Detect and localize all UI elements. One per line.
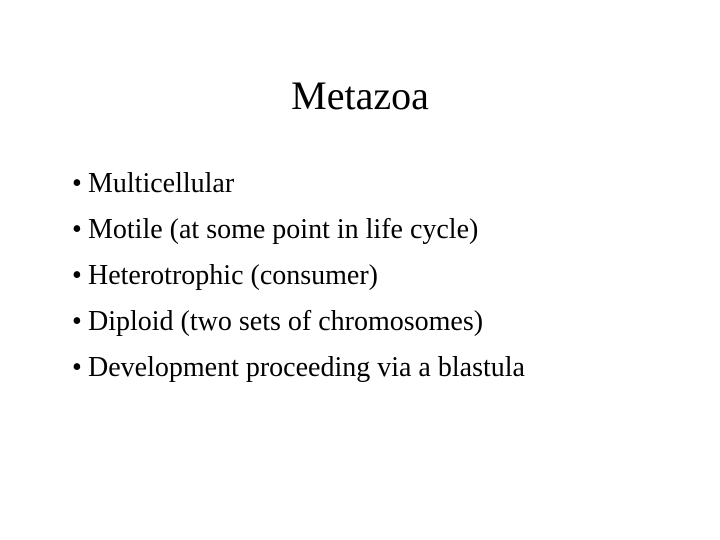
bullet-text: Multicellular xyxy=(88,168,235,199)
bullet-item xyxy=(72,161,525,207)
bullet-dot-icon: • xyxy=(72,260,82,291)
bullet-dot-icon: • xyxy=(72,168,82,199)
bullet-dot-icon: • xyxy=(72,306,82,337)
bullet-text: Diploid (two sets of chromosomes) xyxy=(88,306,484,337)
bullet-text: Development proceeding via a blastula xyxy=(88,352,525,383)
bullet-list xyxy=(72,161,525,391)
bullet-dot-icon: • xyxy=(72,352,82,383)
bullet-text: Motile (at some point in life cycle) xyxy=(88,214,479,245)
bullet-item xyxy=(72,345,525,391)
bullet-item xyxy=(72,253,525,299)
bullet-dot-icon: • xyxy=(72,214,82,245)
bullet-text: Heterotrophic (consumer) xyxy=(88,260,378,291)
slide-title: Metazoa xyxy=(291,73,429,118)
bullet-item xyxy=(72,207,525,253)
bullet-item xyxy=(72,299,525,345)
